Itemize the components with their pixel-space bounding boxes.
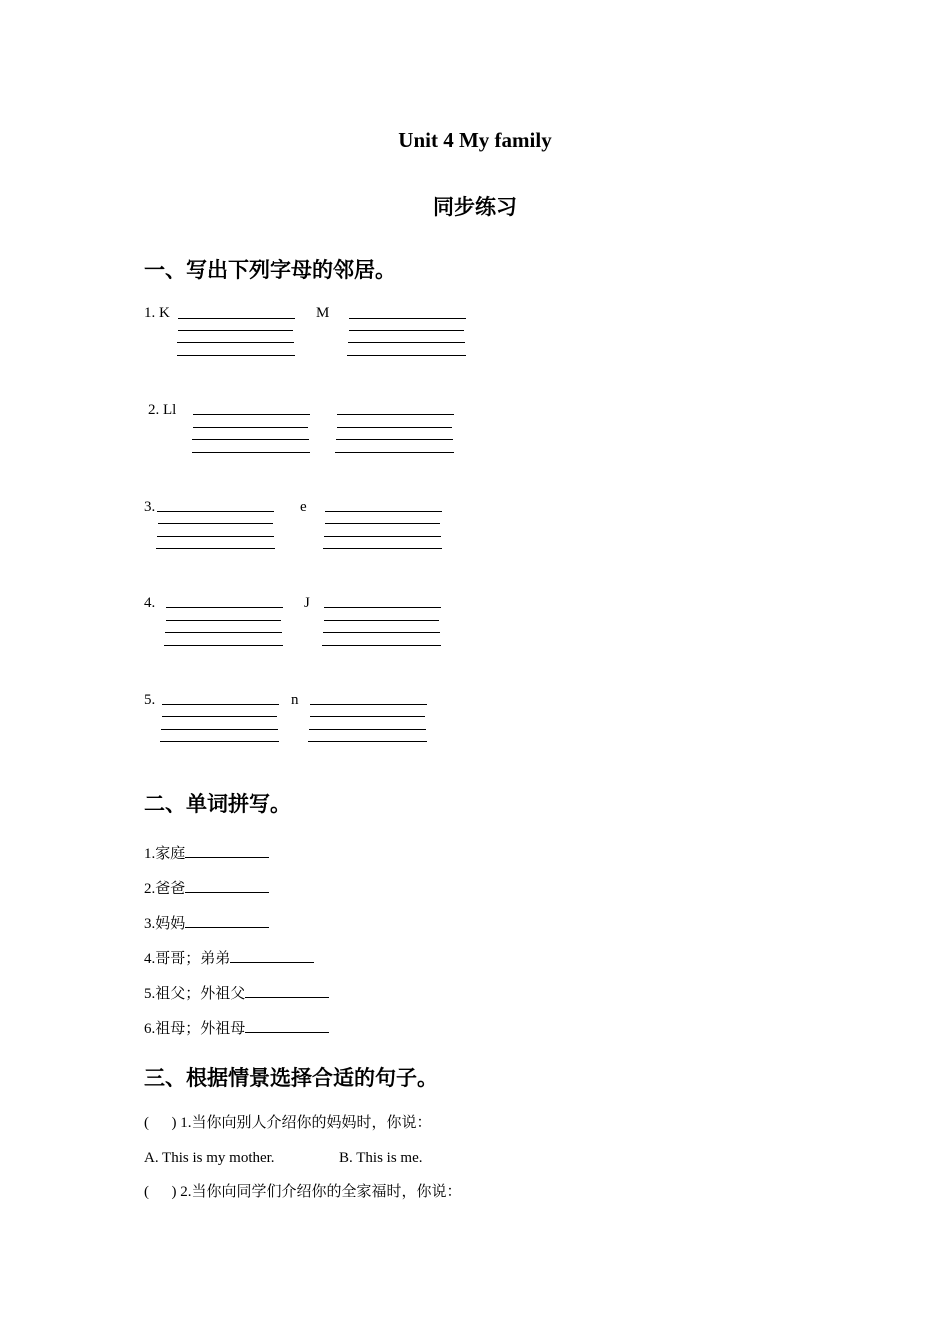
item-5-blank-right-3[interactable] [309,729,426,730]
item-1-blank-left-3[interactable] [177,342,294,343]
item-4-blank-left-3[interactable] [165,632,282,633]
item-3-blank-left-3[interactable] [157,536,274,537]
item-1-middle: M [316,305,330,321]
item-3-blank-left-4[interactable] [156,548,275,549]
item-1-blank-left-1[interactable] [178,318,295,319]
item-5-blank-left-4[interactable] [160,741,279,742]
item-4-blank-right-2[interactable] [324,620,439,621]
item-5-blank-left-3[interactable] [161,729,278,730]
item-1-blank-right-1[interactable] [349,318,466,319]
question-2: ( ) 2.当你向同学们介绍你的全家福时，你说： [144,1184,462,1200]
item-2-blank-left-1[interactable] [193,414,310,415]
item-3-blank-right-3[interactable] [324,536,441,537]
spelling-item-3-blank[interactable] [185,911,269,928]
question-1-option-a: A. This is my mother. [144,1150,275,1166]
item-1-number: 1. K [144,305,170,321]
item-3-blank-left-1[interactable] [157,511,274,512]
item-2-blank-left-2[interactable] [193,427,308,428]
spelling-item-5-label: 5.祖父；外祖父 [144,986,246,1002]
question-1: ( ) 1.当你向别人介绍你的妈妈时，你说： [144,1115,432,1131]
item-2-number: 2. Ll [148,402,177,418]
section-3-heading: 三、根据情景选择合适的句子。 [144,1066,438,1090]
spelling-item-6-label: 6.祖母；外祖母 [144,1021,246,1037]
section-2-heading: 二、单词拼写。 [144,792,291,816]
item-3-number: 3. [144,499,156,515]
item-2-blank-right-1[interactable] [337,414,454,415]
item-2-blank-right-2[interactable] [337,427,452,428]
spelling-item-1-blank[interactable] [185,841,269,858]
item-4-blank-right-1[interactable] [324,607,441,608]
spelling-item-4-label: 4.哥哥；弟弟 [144,951,231,967]
spelling-item-6 [144,1016,329,1038]
spelling-item-6-blank[interactable] [245,1016,329,1033]
item-2-blank-left-3[interactable] [192,439,309,440]
spelling-item-2-blank[interactable] [185,876,269,893]
item-4-blank-right-3[interactable] [323,632,440,633]
item-4-number: 4. [144,595,156,611]
item-4-blank-left-1[interactable] [166,607,283,608]
item-3-blank-left-2[interactable] [158,523,273,524]
item-4-blank-left-2[interactable] [166,620,281,621]
item-5-blank-right-4[interactable] [308,741,427,742]
item-2-blank-right-3[interactable] [336,439,453,440]
item-1-blank-right-4[interactable] [347,355,466,356]
item-5-blank-right-2[interactable] [310,716,425,717]
item-3-blank-right-4[interactable] [323,548,442,549]
spelling-item-1-label: 1.家庭 [144,846,186,862]
item-2-blank-left-4[interactable] [192,452,310,453]
spelling-item-4-blank[interactable] [230,946,314,963]
question-1-option-b: B. This is me. [339,1150,423,1166]
item-4-middle: J [304,595,310,611]
spelling-item-3-label: 3.妈妈 [144,916,186,932]
item-3-middle: e [300,499,307,515]
item-5-middle: n [291,692,299,708]
spelling-item-3 [144,911,269,933]
item-1-blank-left-2[interactable] [178,330,293,331]
item-5-blank-left-2[interactable] [162,716,277,717]
item-1-blank-left-4[interactable] [177,355,295,356]
worksheet-subtitle: 同步练习 [433,195,517,219]
item-1-blank-right-3[interactable] [348,342,465,343]
spelling-item-2 [144,876,269,898]
item-4-blank-left-4[interactable] [164,645,283,646]
section-1-heading: 一、写出下列字母的邻居。 [144,258,396,282]
item-1-blank-right-2[interactable] [349,330,464,331]
spelling-item-5 [144,981,329,1003]
item-5-number: 5. [144,692,156,708]
item-5-blank-left-1[interactable] [162,704,279,705]
worksheet-title: Unit 4 My family [398,128,552,152]
item-4-blank-right-4[interactable] [322,645,441,646]
item-2-blank-right-4[interactable] [335,452,454,453]
spelling-item-4 [144,946,314,968]
spelling-item-1 [144,841,269,863]
item-5-blank-right-1[interactable] [310,704,427,705]
item-3-blank-right-2[interactable] [325,523,440,524]
spelling-item-2-label: 2.爸爸 [144,881,186,897]
item-3-blank-right-1[interactable] [325,511,442,512]
spelling-item-5-blank[interactable] [245,981,329,998]
